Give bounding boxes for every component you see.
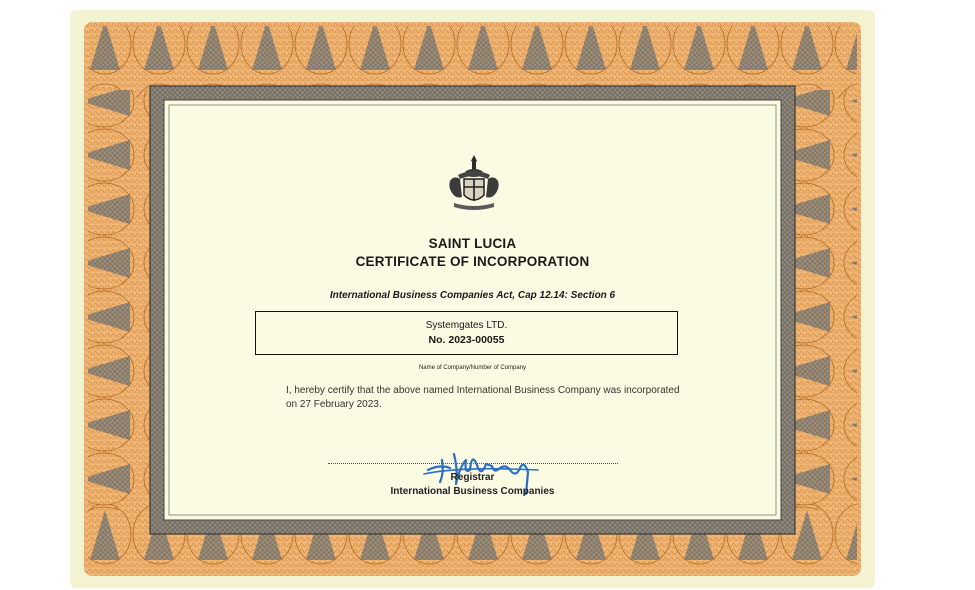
certification-statement: I, hereby certify that the above named International Business Company was incorporated on 27 February 2023. [286, 385, 680, 410]
certificate [70, 10, 875, 588]
company-number: No. 2023-00055 [428, 334, 505, 346]
signatory-title: Registrar [450, 472, 495, 483]
coat-of-arms-icon [444, 153, 504, 213]
certificate-content [70, 10, 875, 588]
country-heading: SAINT LUCIA [428, 236, 517, 251]
company-box [255, 311, 678, 355]
company-box-caption: Name of Company/Number of Company [418, 365, 527, 371]
certificate-title: CERTIFICATE OF INCORPORATION [355, 254, 590, 269]
act-reference: International Business Companies Act, Cap 12.14: Section 6 [329, 290, 616, 301]
signatory-organization: International Business Companies [390, 486, 555, 497]
company-name: Systemgates LTD. [425, 320, 508, 331]
